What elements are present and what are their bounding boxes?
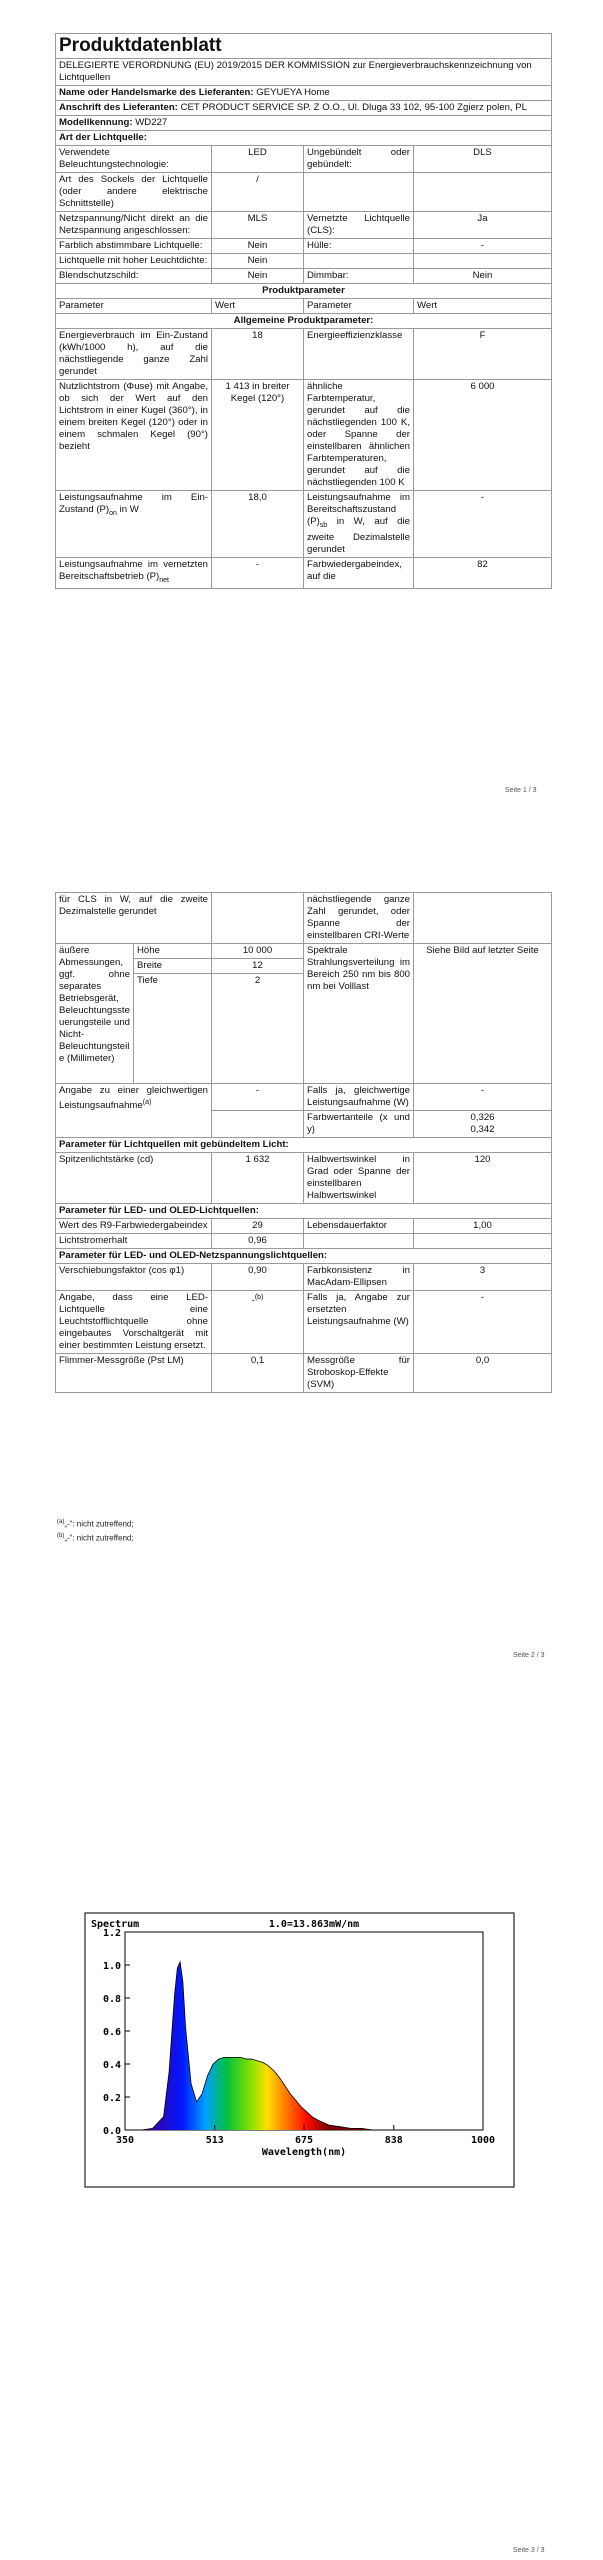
cell-peak-intensity-value: 1 632 xyxy=(212,1153,304,1204)
x-tick-label: 838 xyxy=(384,2135,403,2146)
cell-peak-intensity-label: Spitzenlichtstärke (cd) xyxy=(56,1153,212,1204)
table-row xyxy=(56,557,552,588)
col-header-value: Wert xyxy=(414,299,552,314)
cell-efficiency-class-label: Energieeffizienzklasse xyxy=(304,329,414,380)
cell-glare-label: Blendschutzschild: xyxy=(56,269,212,284)
cell-technology-label: Verwendete Beleuchtungstechnologie: xyxy=(56,146,212,173)
cell-chromaticity-value xyxy=(414,1111,552,1138)
x-tick-label: 350 xyxy=(115,2135,135,2146)
cell-pon-label: Leistungsaufnahme im Ein-Zustand $(P)_{on}$ in W xyxy=(56,491,212,558)
retrofit-value-text: - xyxy=(251,1295,255,1307)
cell-cct-value: 6 000 xyxy=(414,380,552,491)
table-row xyxy=(56,1219,552,1234)
cell-empty xyxy=(304,173,414,212)
cell-empty xyxy=(414,173,552,212)
supplier-row xyxy=(56,86,552,101)
cell-tunable-label: Farblich abstimmbare Lichtquelle: xyxy=(56,239,212,254)
cell-technology-value: LED xyxy=(212,146,304,173)
cell-cri-value: 82 xyxy=(414,557,552,588)
cell-width-label: Breite xyxy=(134,959,212,974)
cell-flicker-value: 0,1 xyxy=(212,1354,304,1393)
table-row xyxy=(56,1084,552,1111)
cell-mains-label: Netzspannung/Nicht direkt an die Netzspannung angeschlossen: xyxy=(56,212,212,239)
table-row xyxy=(56,269,552,284)
cell-directional-value: DLS xyxy=(414,146,552,173)
cell-depth-label: Tiefe xyxy=(134,974,212,1084)
table-row xyxy=(56,893,552,944)
cell-cap-value: / xyxy=(212,173,304,212)
cell-flux-label: Nutzlichtstrom (Φuse) mit Angabe, ob sich der Wert auf den Lichtstrom in einer Kugel (360°), in einem breiten Kegel (120°) oder in einem schmalen Kegel (90°) bezieht xyxy=(56,380,212,491)
model-row xyxy=(56,116,552,131)
table-row xyxy=(56,944,552,959)
cell-cap-label: Art des Sockels der Lichtquelle (oder andere elektrische Schnittstelle) xyxy=(56,173,212,212)
product-parameters-header: Produktparameter xyxy=(56,284,552,299)
cell-glare-value: Nein xyxy=(212,269,304,284)
y-tick-label: 1.0 xyxy=(102,1961,121,1972)
cell-survival-label: Lebensdauerfaktor xyxy=(304,1219,414,1234)
cell-luminance-value: Nein xyxy=(212,254,304,269)
table-row xyxy=(56,380,552,491)
cell-pnet-label: Leistungsaufnahme im vernetzten Bereitschaftsbetrieb $(P)_{net}$ xyxy=(56,557,212,588)
cell-energy-value: 18 xyxy=(212,329,304,380)
cell-pnet-continued: für CLS in W, auf die zweite Dezimalstelle gerundet xyxy=(56,893,212,944)
cell-retrofit-power-label: Falls ja, Angabe zur ersetzten Leistungsaufnahme (W) xyxy=(304,1291,414,1354)
sheet-title: Produktdatenblatt xyxy=(56,34,552,59)
chromaticity-x: 0,326 xyxy=(470,1112,495,1123)
cell-equivalent-label xyxy=(56,1084,212,1138)
address-label: Anschrift des Lieferanten: xyxy=(59,102,178,113)
cell-stroboscopic-label: Messgröße für Stroboskop-Effekte (SVM) xyxy=(304,1354,414,1393)
cell-beam-angle-value: 120 xyxy=(414,1153,552,1204)
table-row xyxy=(56,1264,552,1291)
cell-empty xyxy=(414,893,552,944)
cell-lumen-maintenance-label: Lichtstromerhalt xyxy=(56,1234,212,1249)
cell-envelope-label: Hülle: xyxy=(304,239,414,254)
x-tick-label: 1000 xyxy=(470,2135,496,2146)
cell-empty xyxy=(414,1234,552,1249)
page-1 xyxy=(0,0,603,794)
cell-beam-angle-label: Halbwertswinkel in Grad oder Spanne der einstellbaren Halbwertswinkel xyxy=(304,1153,414,1204)
y-tick-label: 0.6 xyxy=(102,2027,121,2038)
cell-cri-label: Farbwiedergabeindex, auf die xyxy=(304,557,414,588)
cell-cct-label: ähnliche Farbtemperatur, gerundet auf die nächstliegenden 100 K, oder Spanne der einstellbaren ähnlichen Farbtemperaturen, gerundet auf die nächstliegenden 100 K xyxy=(304,380,414,491)
light-source-type-header: Art der Lichtquelle: xyxy=(56,131,552,146)
led-parameters-header: Parameter für LED- und OLED-Lichtquellen: xyxy=(56,1204,552,1219)
supplier-value: GEYUEYA Home xyxy=(256,87,330,98)
cell-pnet-value: - xyxy=(212,557,304,588)
table-row xyxy=(56,173,552,212)
footnote-marker-b: (b) xyxy=(254,1294,264,1301)
cell-depth-value: 2 xyxy=(212,974,304,1084)
x-tick-label: 675 xyxy=(294,2135,314,2146)
chart-title: Spectrum xyxy=(91,1919,140,1930)
cell-lumen-maintenance-value: 0,96 xyxy=(212,1234,304,1249)
cell-empty xyxy=(304,1234,414,1249)
column-header-row xyxy=(56,299,552,314)
cell-stroboscopic-value: 0,0 xyxy=(414,1354,552,1393)
datasheet-table-page-2 xyxy=(55,892,552,1393)
datasheet-table-page-1 xyxy=(55,33,552,589)
footnote-b-text: „-“: nicht zutreffend; xyxy=(64,1533,134,1543)
page-2 xyxy=(0,880,603,1660)
cell-dimmable-value: Nein xyxy=(414,269,552,284)
table-row xyxy=(56,1291,552,1354)
y-tick-label: 0.2 xyxy=(102,2093,121,2104)
cell-r9-label: Wert des R9-Farbwiedergabeindex xyxy=(56,1219,212,1234)
model-label: Modellkennung: xyxy=(59,117,133,128)
cell-cls-label: Vernetzte Lichtquelle (CLS): xyxy=(304,212,414,239)
cell-psb-label: Leistungsaufnahme im Bereitschaftszustand $(P)_{sb}$ in W, auf die zweite Dezimalstelle gerundet xyxy=(304,491,414,558)
cell-psb-value: - xyxy=(414,491,552,558)
col-header-parameter: Parameter xyxy=(56,299,212,314)
table-row xyxy=(56,491,552,558)
x-tick-label: 513 xyxy=(205,2135,224,2146)
cell-macadam-value: 3 xyxy=(414,1264,552,1291)
y-tick-label: 0.4 xyxy=(102,2060,121,2071)
spectrum-chart xyxy=(77,1905,522,2195)
regulation-text: DELEGIERTE VERORDNUNG (EU) 2019/2015 DER KOMMISSION zur Energieverbrauchskennzeichnung von Lichtquellen xyxy=(56,59,552,86)
cell-luminance-label: Lichtquelle mit hoher Leuchtdichte: xyxy=(56,254,212,269)
cell-empty xyxy=(212,893,304,944)
cell-cri-continued: nächstliegende ganze Zahl gerundet, oder Spanne der einstellbaren CRI-Werte xyxy=(304,893,414,944)
directional-parameters-header: Parameter für Lichtquellen mit gebündeltem Licht: xyxy=(56,1138,552,1153)
cell-retrofit-value xyxy=(212,1291,304,1354)
cell-chromaticity-label: Farbwertanteile (x und y) xyxy=(304,1111,414,1138)
mains-parameters-header: Parameter für LED- und OLED-Netzspannungslichtquellen: xyxy=(56,1249,552,1264)
chromaticity-y: 0,342 xyxy=(470,1124,495,1135)
cell-flicker-label: Flimmer-Messgröße (Pst LM) xyxy=(56,1354,212,1393)
table-row xyxy=(56,239,552,254)
cell-equivalent-power-value: - xyxy=(414,1084,552,1111)
cell-power-factor-label: Verschiebungsfaktor (cos φ1) xyxy=(56,1264,212,1291)
cell-width-value: 12 xyxy=(212,959,304,974)
cell-energy-label: Energieverbrauch im Ein-Zustand (kWh/1000 h), auf die nächstliegende ganze Zahl gerundet xyxy=(56,329,212,380)
equivalent-label-text: Angabe zu einer gleichwertigen Leistungsaufnahme xyxy=(59,1085,208,1112)
cell-tunable-value: Nein xyxy=(212,239,304,254)
table-row xyxy=(56,1153,552,1204)
cell-retrofit-label: Angabe, dass eine LED-Lichtquelle eine Leuchtstofflichtquelle ohne eingebautes Vorschaltgerät mit einer bestimmten Leistung ersetzt. xyxy=(56,1291,212,1354)
col-header-value: Wert xyxy=(212,299,304,314)
cell-directional-label: Ungebündelt oder gebündelt: xyxy=(304,146,414,173)
cell-empty xyxy=(304,254,414,269)
cell-pon-value: 18,0 xyxy=(212,491,304,558)
cell-macadam-label: Farbkonsistenz in MacAdam-Ellipsen xyxy=(304,1264,414,1291)
address-value: CET PRODUCT SERVICE SP. Z O.O., Ul. Dluga 33 102, 95-100 Zgierz polen, PL xyxy=(180,102,527,113)
cell-equivalent-power-label: Falls ja, gleichwertige Leistungsaufnahme (W) xyxy=(304,1084,414,1111)
cell-height-label: Höhe xyxy=(134,944,212,959)
footnote-a: $^{(a)}$„-“: nicht zutreffend; xyxy=(57,1519,134,1529)
col-header-parameter: Parameter xyxy=(304,299,414,314)
cell-flux-value: 1 413 in breiter Kegel (120°) xyxy=(212,380,304,491)
table-row xyxy=(56,146,552,173)
table-row xyxy=(56,254,552,269)
cell-r9-value: 29 xyxy=(212,1219,304,1234)
cell-efficiency-class-value: F xyxy=(414,329,552,380)
chart-annotation: 1.0=13.863mW/nm xyxy=(268,1919,360,1930)
page-number: Seite 2 / 3 xyxy=(513,1652,545,1659)
table-row xyxy=(56,1234,552,1249)
x-axis-label: Wavelength(nm) xyxy=(261,2147,347,2158)
cell-dimensions-label: äußere Abmessungen, ggf. ohne separates Betriebsgerät, Beleuchtungssteuerungsteile und Nicht-Beleuchtungsteile (Millimeter) xyxy=(56,944,134,1084)
general-parameters-header: Allgemeine Produktparameter: xyxy=(56,314,552,329)
cell-spectral-label: Spektrale Strahlungsverteilung im Bereich 250 nm bis 800 nm bei Volllast xyxy=(304,944,414,1084)
cell-empty xyxy=(414,254,552,269)
cell-envelope-value: - xyxy=(414,239,552,254)
y-tick-label: 1.2 xyxy=(102,1928,121,1939)
cell-retrofit-power-value: - xyxy=(414,1291,552,1354)
footnote-b: $^{(b)}$„-“: nicht zutreffend; xyxy=(57,1533,134,1543)
page-number: Seite 1 / 3 xyxy=(505,787,537,794)
cell-equivalent-value: - xyxy=(212,1084,304,1111)
footnote-a-text: „-“: nicht zutreffend; xyxy=(64,1519,134,1529)
y-tick-label: 0.8 xyxy=(102,1994,121,2005)
table-row xyxy=(56,1354,552,1393)
cell-dimmable-label: Dimmbar: xyxy=(304,269,414,284)
page-number: Seite 3 / 3 xyxy=(513,2547,545,2554)
address-row xyxy=(56,101,552,116)
cell-cls-value: Ja xyxy=(414,212,552,239)
table-row xyxy=(56,329,552,380)
cell-height-value: 10 000 xyxy=(212,944,304,959)
cell-survival-value: 1,00 xyxy=(414,1219,552,1234)
y-tick-label: 0.0 xyxy=(102,2126,121,2137)
footnote-marker-a: (a) xyxy=(142,1099,152,1106)
cell-empty xyxy=(212,1111,304,1138)
cell-power-factor-value: 0,90 xyxy=(212,1264,304,1291)
cell-mains-value: MLS xyxy=(212,212,304,239)
supplier-label: Name oder Handelsmarke des Lieferanten: xyxy=(59,87,254,98)
cell-spectral-value: Siehe Bild auf letzter Seite xyxy=(414,944,552,1084)
table-row xyxy=(56,212,552,239)
model-value: WD227 xyxy=(135,117,168,128)
